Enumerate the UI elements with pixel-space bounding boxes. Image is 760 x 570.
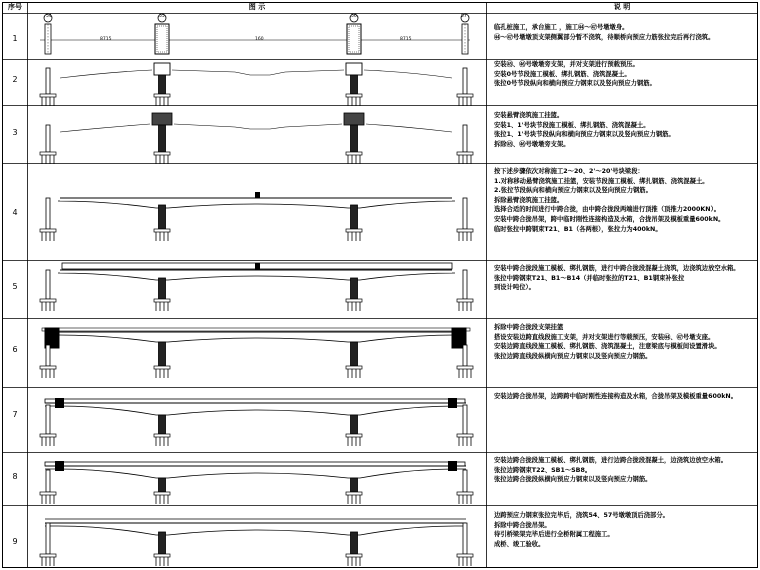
pier-cap (457, 366, 473, 369)
girder-soffit (45, 526, 466, 535)
pier (463, 470, 467, 492)
pier (463, 405, 467, 434)
pier (351, 278, 358, 299)
row-num: 4 (12, 208, 18, 217)
desc-row-9 (494, 511, 756, 549)
desc-line: 安装边跨直线段施工模板、绑扎钢筋、浇筑混凝土，注意梁底与模板间设置滑块。 (494, 343, 721, 351)
pier (46, 68, 50, 94)
desc-line: 安装边跨合拢吊架，边跨跨中临时刚性连接构造及水箱，合拢吊架及模板重量600kN。 (494, 393, 737, 400)
pier (463, 345, 467, 366)
desc-line: 安装㊺、㊻号墩墩旁支架，并对支架进行预载预压。 (494, 61, 639, 68)
row-num: 1 (12, 34, 18, 43)
segment-1 (344, 113, 364, 125)
pier (159, 532, 166, 554)
pier-label: 55 (159, 14, 165, 19)
desc-line: 成桥、竣工验收。 (494, 540, 545, 548)
desc-line: 张拉边跨合拢段纵横向预应力钢束以及竖向预应力钢筋。 (494, 476, 652, 484)
desc-row-2 (494, 60, 756, 89)
pier (351, 342, 358, 366)
pier (159, 342, 166, 366)
row-num: 8 (12, 472, 18, 481)
segment-0 (346, 63, 362, 75)
desc-line: 张拉边跨钢束T22、SB1～SB8。 (494, 466, 592, 474)
pier (463, 68, 467, 94)
pier-cap (346, 366, 362, 369)
pier-cap (457, 152, 473, 155)
pier-label: 54 (46, 14, 52, 19)
pier-cap (457, 554, 473, 557)
pier-cap (40, 229, 56, 232)
side-closure (55, 398, 64, 408)
pier-cap (40, 299, 56, 302)
girder-soffit (58, 273, 455, 280)
desc-line: 选择合适的时间进行中跨合拢，由中跨合拢段两端进行顶推（顶推力2000KN）。 (494, 206, 721, 214)
closure-block (255, 263, 260, 270)
girder-soffit (58, 201, 455, 208)
support-frame (42, 328, 470, 331)
pier-cap (457, 229, 473, 232)
pier-cap (346, 299, 362, 302)
pier (159, 125, 166, 152)
pier-cap (457, 94, 473, 97)
header-desc: 说 明 (613, 3, 631, 11)
pier-cap (154, 229, 170, 232)
girder-soffit (45, 335, 466, 342)
pier (351, 478, 358, 492)
pier-cap (154, 94, 170, 97)
pier-cap (154, 492, 170, 495)
dim-main: 160 (255, 37, 264, 42)
pier (46, 345, 50, 366)
pier (351, 125, 358, 152)
pier-cap (154, 299, 170, 302)
desc-row-3 (494, 111, 756, 149)
girder-soffit (45, 406, 466, 415)
desc-row-6 (494, 323, 756, 361)
desc-line: 张拉0号节段纵向和横向预应力钢束以及竖向预应力钢筋。 (494, 80, 656, 88)
side-closure (55, 461, 64, 471)
desc-line: 临孔桩施工，承台施工 ，施工㊹～㊼号墩墩身。 (494, 24, 629, 31)
desc-line: 安装中跨合拢吊架，跨中临时刚性连接构造及水箱，合拢吊架及模板重量600kN。 (494, 215, 725, 223)
closure-block (255, 192, 260, 198)
desc-line: 到设计吨位）。 (494, 284, 535, 292)
pier (46, 405, 50, 434)
pier-cap (40, 94, 56, 97)
header-drawing: 图 示 (248, 3, 266, 11)
pier-cap (40, 554, 56, 557)
pier (46, 470, 50, 492)
pier-cap (457, 492, 473, 495)
row-num: 7 (12, 410, 18, 419)
hanger-frame (45, 399, 465, 403)
ground-line (60, 124, 452, 132)
pier (159, 278, 166, 299)
segment-0 (154, 63, 170, 75)
desc-row-7 (494, 392, 756, 402)
desc-line: 临时张拉中跨钢束T21、B1（各两根），张拉力为400kN。 (494, 225, 662, 233)
desc-line: 拆除㊺、㊻号墩墩旁支架。 (494, 140, 570, 148)
row-num: 6 (12, 345, 18, 354)
desc-line: 边跨预应力钢束张拉完毕后，浇筑54、57号墩墩顶后浇部分。 (494, 512, 669, 519)
desc-line: 安装0号节段施工模板、绑扎钢筋、浇筑混凝土。 (494, 70, 631, 78)
pier-cap (154, 434, 170, 437)
pier (46, 198, 50, 229)
pier-label: 57 (461, 14, 467, 19)
desc-line: 安装1、1'号块节段施工模板、绑扎钢筋、浇筑混凝土。 (494, 121, 650, 129)
desc-row-4 (494, 167, 756, 234)
row-num: 3 (12, 128, 18, 137)
pier-cap (40, 492, 56, 495)
pier-cap (346, 229, 362, 232)
pier (46, 125, 50, 152)
pier-cap (457, 299, 473, 302)
desc-line: 按下述步骤依次对称施工2～20、2'～20'号块梁段： (494, 168, 644, 175)
row-num: 2 (12, 75, 18, 84)
desc-line: 张拉边跨直线段纵横向预应力钢束以及竖向预应力钢筋。 (494, 352, 652, 360)
desc-row-8 (494, 456, 756, 485)
pier (46, 270, 50, 299)
pier-cap (457, 434, 473, 437)
pier-cap (154, 554, 170, 557)
pier (351, 205, 358, 229)
hanger-frame (45, 462, 465, 466)
segment-1 (152, 113, 172, 125)
pier (159, 478, 166, 492)
desc-line: 1.对称移动悬臂浇筑施工挂篮，安装节段施工模板、绑扎钢筋、浇筑混凝土。 (494, 177, 709, 185)
pier-cap (346, 152, 362, 155)
pier (46, 523, 50, 554)
desc-row-1 (494, 23, 756, 42)
pier-cap (154, 152, 170, 155)
desc-line: 安装中跨合拢段施工模板、绑扎钢筋，进行中跨合拢段混凝土浇筑，边浇筑边放空水箱。 (494, 265, 740, 272)
pier (463, 523, 467, 554)
ground-line (60, 70, 452, 78)
pier-cap (40, 366, 56, 369)
pier-cap (346, 554, 362, 557)
pier (351, 415, 358, 434)
pier (351, 532, 358, 554)
pier (159, 415, 166, 434)
pier (463, 125, 467, 152)
desc-line: 2.张拉节段纵向和横向预应力钢束以及竖向预应力钢筋。 (494, 187, 652, 195)
desc-line: 拆除中跨合拢段支架挂篮 (494, 324, 564, 331)
girder-soffit (45, 469, 466, 478)
side-closure (448, 398, 457, 408)
pier-cap (154, 366, 170, 369)
desc-line: 待引桥梁架完毕后进行全桥附属工程施工。 (494, 531, 614, 539)
desc-line: 拆除悬臂浇筑施工挂篮。 (494, 196, 564, 204)
desc-row-5 (494, 264, 756, 293)
pier (159, 205, 166, 229)
desc-line: 张拉1、1'号块节段纵向和横向预应力钢束以及竖向预应力钢筋。 (494, 131, 675, 139)
desc-line: 搭设安装边跨直线段施工支架，并对支架进行等载预压，安装㊹、㊼号墩支座。 (494, 333, 715, 341)
pier-cap (346, 492, 362, 495)
pier-label: 56 (351, 14, 357, 19)
pier-cap (40, 152, 56, 155)
row-num: 9 (12, 537, 18, 546)
pier (463, 270, 467, 299)
side-closure (448, 461, 457, 471)
pier (463, 198, 467, 229)
pier (351, 75, 358, 94)
desc-line: ㊹～㊼号墩墩顶支架侧翼部分暂不浇筑，待顺桥向预应力筋张拉完后再行浇筑。 (494, 33, 715, 41)
pier-cap (40, 434, 56, 437)
pier-cap (346, 434, 362, 437)
header-seq: 序号 (8, 3, 22, 11)
desc-line: 张拉中跨钢束T21、B1～B14（并临时张拉的T21、B1钢束补张拉 (494, 274, 685, 282)
dim-side-left: 8715 (100, 37, 112, 42)
desc-line: 安装边跨合拢段施工模板、绑扎钢筋，进行边跨合拢段混凝土，边浇筑边放空水箱。 (494, 457, 727, 464)
dim-side-right: 8715 (400, 37, 412, 42)
pier-cap (346, 94, 362, 97)
desc-line: 安装悬臂浇筑施工挂篮。 (494, 112, 564, 119)
row-num: 5 (12, 282, 18, 291)
pier (159, 75, 166, 94)
desc-line: 拆除中跨合拢吊架。 (494, 521, 551, 529)
